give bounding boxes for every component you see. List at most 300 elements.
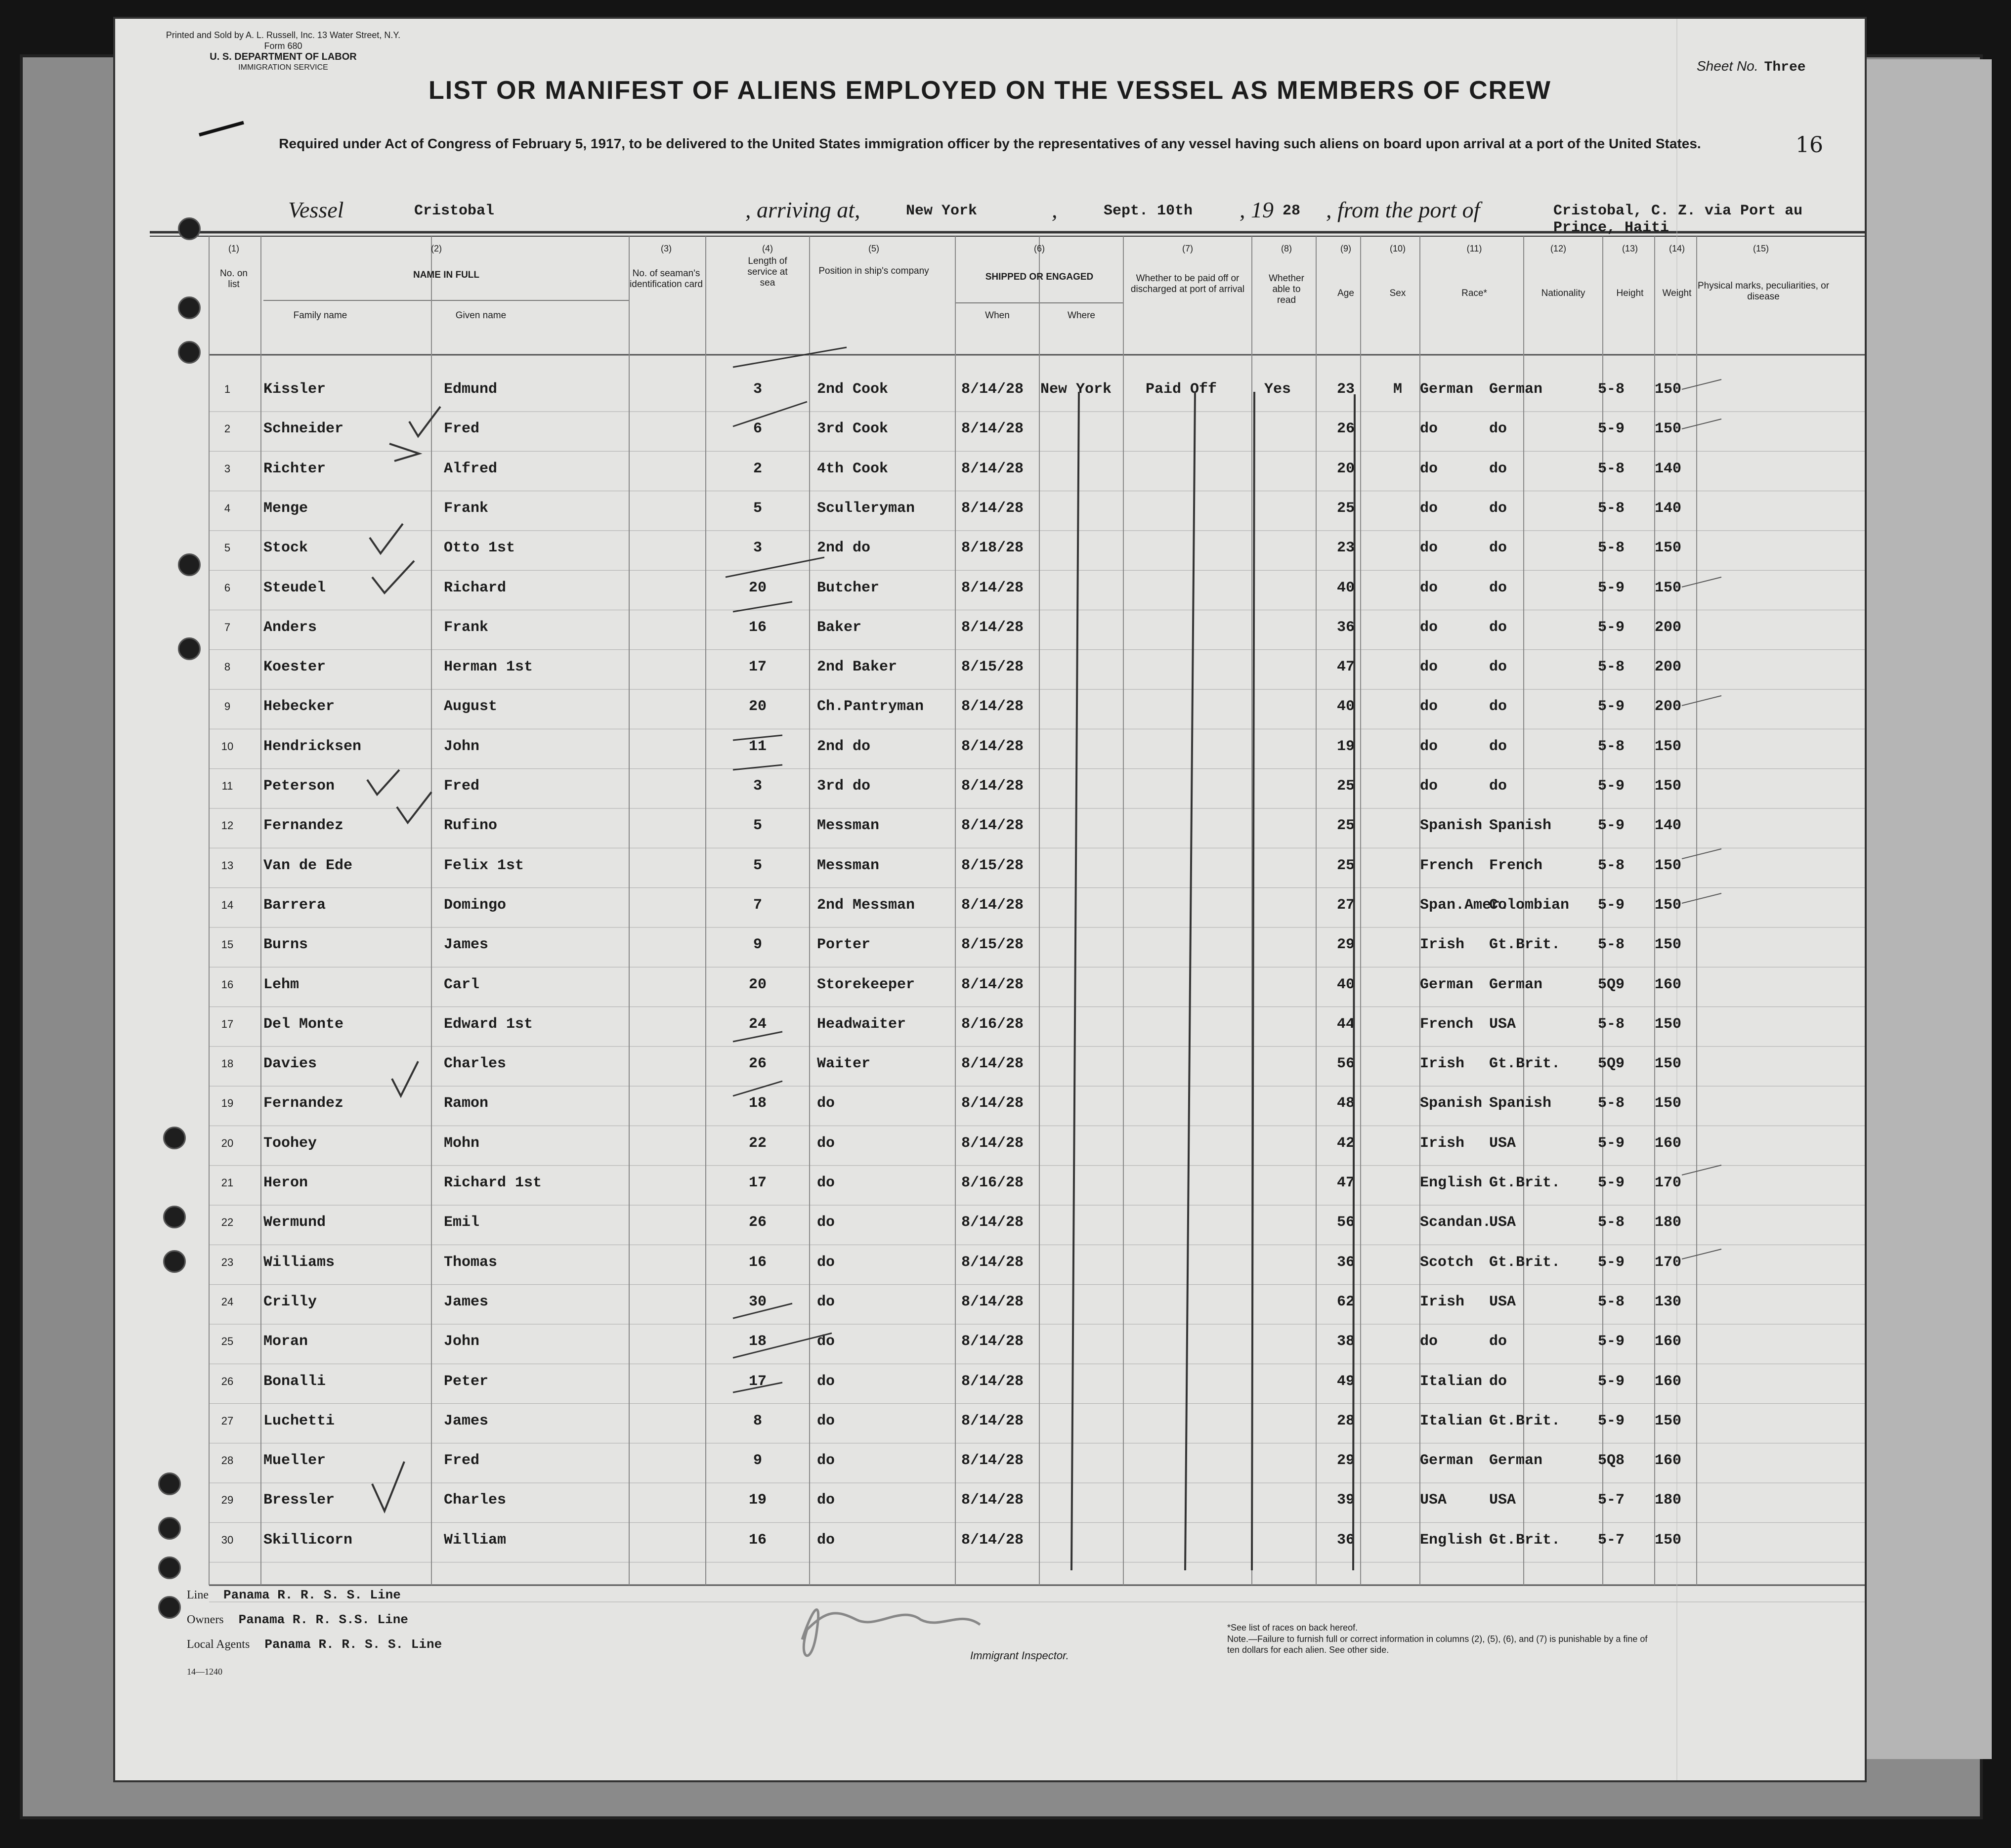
physical-mark-dashes (1682, 379, 1721, 1259)
cell-height: 5-9 (1598, 817, 1625, 835)
cell-weight: 150 (1655, 1412, 1682, 1429)
cell-weight: 150 (1655, 857, 1682, 874)
cell-position: do (817, 1175, 835, 1191)
agents-value: Panama R. R. S. S. Line (264, 1637, 442, 1652)
year-suffix: 28 (1283, 203, 1301, 219)
cell-race: Irish (1420, 1293, 1465, 1310)
col9-num: (9) (1340, 244, 1351, 253)
cell-age: 36 (1336, 1531, 1355, 1549)
row-number: 28 (221, 1454, 234, 1467)
cell-age: 40 (1336, 579, 1355, 596)
arriving-label: , arriving at, (745, 197, 860, 222)
cell-nationality: USA (1489, 1134, 1516, 1152)
cell-weight: 160 (1655, 1373, 1682, 1390)
row-number: 17 (221, 1017, 234, 1030)
cell-height: 5-9 (1598, 420, 1625, 438)
col1-num: (1) (228, 244, 239, 253)
cell-height: 5Q9 (1598, 1055, 1625, 1073)
row-number: 10 (221, 740, 234, 753)
col7-header: Whether to be paid off or discharged at port of arrival (1130, 273, 1245, 294)
sheet-number: Sheet No. Three (1697, 58, 1806, 75)
cell-given: Edward 1st (444, 1015, 533, 1033)
inspector-label: Immigrant Inspector. (970, 1649, 1069, 1662)
cell-position: do (817, 1452, 835, 1470)
cell-family: Fernandez (263, 1095, 344, 1112)
cell-weight: 150 (1655, 1531, 1682, 1549)
cell-position: 2nd Cook (817, 381, 889, 398)
cell-service: 9 (753, 936, 762, 954)
cell-service: 20 (748, 698, 767, 715)
cell-height: 5Q9 (1598, 976, 1625, 993)
arrival-date: Sept. 10th (1104, 203, 1193, 219)
row-number: 21 (221, 1176, 234, 1189)
row-number: 14 (221, 898, 234, 911)
cell-given: Richard (444, 579, 507, 596)
cell-weight: 150 (1655, 540, 1682, 557)
cell-weight: 180 (1655, 1492, 1682, 1509)
cell-sex: M (1393, 381, 1402, 398)
cell-when: 8/14/28 (961, 896, 1024, 914)
margin-stroke (199, 123, 244, 135)
manifest-title: LIST OR MANIFEST OF ALIENS EMPLOYED ON THE VESSEL AS MEMBERS OF CREW (428, 76, 1551, 105)
cell-race: Italian (1420, 1412, 1483, 1429)
cell-nationality: do (1489, 460, 1507, 477)
cell-service: 16 (748, 619, 767, 636)
cell-nationality: do (1489, 778, 1507, 795)
cell-age: 40 (1336, 698, 1355, 715)
vessel-info-line: Vessel Cristobal , arriving at, New York , Sept. 10th , 19 28 , from the port of Cristobal, C. Z. via Port au Prince, Haiti (288, 197, 1865, 226)
cell-age: 26 (1336, 420, 1355, 438)
row-number: 29 (221, 1494, 234, 1507)
cell-position: Baker (817, 619, 862, 636)
cell-age: 49 (1336, 1373, 1355, 1390)
cell-race: do (1420, 698, 1438, 715)
cell-given: Thomas (444, 1254, 498, 1271)
row-number: 8 (224, 661, 231, 673)
corner-number: 16 (1796, 132, 1823, 158)
cell-given: Emil (444, 1214, 480, 1231)
cell-given: Felix 1st (444, 857, 524, 874)
cell-height: 5-8 (1598, 1293, 1625, 1310)
cell-service: 3 (753, 381, 762, 398)
cell-family: Van de Ede (263, 857, 353, 874)
cell-weight: 170 (1655, 1254, 1682, 1271)
cell-height: 5-8 (1598, 936, 1625, 954)
cell-nationality: French (1489, 857, 1543, 874)
cell-nationality: USA (1489, 1015, 1516, 1033)
row-number: 22 (221, 1216, 234, 1229)
cell-when: 8/14/28 (961, 738, 1024, 755)
cell-height: 5-8 (1598, 738, 1625, 755)
footer-agents: Local Agents Panama R. R. S. S. Line (187, 1637, 442, 1652)
cell-service: 8 (753, 1412, 762, 1429)
cell-age: 25 (1336, 778, 1355, 795)
cell-family: Bonalli (263, 1373, 326, 1390)
cell-where: New York (1040, 381, 1112, 398)
col14-header: Weight (1662, 288, 1692, 298)
cell-position: 3rd Cook (817, 420, 889, 438)
row-number: 25 (221, 1335, 234, 1348)
cell-given: Ramon (444, 1095, 489, 1112)
cell-given: Rufino (444, 817, 498, 835)
cell-given: Otto 1st (444, 540, 515, 557)
footer-owners: Owners Panama R. R. S.S. Line (187, 1612, 408, 1627)
cell-service: 18 (748, 1333, 767, 1350)
cell-family: Heron (263, 1175, 308, 1191)
cell-when: 8/14/28 (961, 1095, 1024, 1112)
cell-service: 17 (748, 659, 767, 676)
cell-family: Fernandez (263, 817, 344, 835)
cell-height: 5-9 (1598, 778, 1625, 795)
cell-nationality: Spanish (1489, 817, 1552, 835)
cell-service: 5 (753, 817, 762, 835)
cell-given: Domingo (444, 896, 507, 914)
row-number: 2 (224, 422, 231, 435)
cell-weight: 140 (1655, 500, 1682, 517)
year-prefix: , 19 (1240, 197, 1274, 222)
cell-weight: 140 (1655, 460, 1682, 477)
cell-given: John (444, 738, 480, 755)
cell-nationality: German (1489, 381, 1543, 398)
manifest-subtitle: Required under Act of Congress of February 5, 1917, to be delivered to the United States immigration officer by the representatives of any vessel having such aliens on board upon arrival at a port of the United States. (279, 136, 1701, 151)
cell-when: 8/18/28 (961, 540, 1024, 557)
cell-race: do (1420, 738, 1438, 755)
cell-nationality: German (1489, 976, 1543, 993)
vessel-name: Cristobal (414, 203, 495, 219)
row-number: 7 (224, 621, 231, 633)
cell-race: USA (1420, 1492, 1447, 1509)
row-number: 18 (221, 1057, 234, 1070)
col6-where-header: Where (1068, 310, 1095, 321)
row-number: 12 (221, 819, 234, 832)
footer-line: Line Panama R. R. S. S. Line (187, 1588, 401, 1602)
punch-hole (158, 1517, 181, 1540)
row-number: 26 (221, 1375, 234, 1387)
cell-when: 8/14/28 (961, 1373, 1024, 1390)
check-mark (367, 770, 399, 795)
cell-weight: 160 (1655, 1134, 1682, 1152)
cell-nationality: Gt.Brit. (1489, 1254, 1561, 1271)
cell-weight: 150 (1655, 420, 1682, 438)
cell-given: Richard 1st (444, 1175, 542, 1191)
cell-when: 8/14/28 (961, 778, 1024, 795)
cell-weight: 140 (1655, 817, 1682, 835)
cell-nationality: German (1489, 1452, 1543, 1470)
cell-race: do (1420, 420, 1438, 438)
cell-height: 5-9 (1598, 619, 1625, 636)
form-code: 14—1240 (187, 1667, 222, 1677)
cell-age: 48 (1336, 1095, 1355, 1112)
cell-nationality: do (1489, 698, 1507, 715)
background-sheet-edge (1863, 59, 1992, 1759)
row-number: 9 (224, 700, 231, 713)
cell-height: 5-8 (1598, 500, 1625, 517)
row-number: 23 (221, 1256, 234, 1268)
cell-race: German (1420, 976, 1474, 993)
cell-service: 22 (748, 1134, 767, 1152)
cell-age: 20 (1336, 460, 1355, 477)
cell-position: Messman (817, 857, 880, 874)
cell-family: Burns (263, 936, 308, 954)
col3-num: (3) (661, 244, 672, 253)
cell-age: 39 (1336, 1492, 1355, 1509)
cell-family: Hendricksen (263, 738, 362, 755)
row-number: 3 (224, 462, 231, 475)
cell-race: Irish (1420, 936, 1465, 954)
cell-race: Scotch (1420, 1254, 1474, 1271)
cell-family: Davies (263, 1055, 317, 1073)
cell-race: do (1420, 1333, 1438, 1350)
cell-race: Scandan. (1420, 1214, 1492, 1231)
cell-nationality: USA (1489, 1293, 1516, 1310)
row-number: 27 (221, 1414, 234, 1427)
cell-age: 29 (1336, 1452, 1355, 1470)
cell-race: do (1420, 778, 1438, 795)
row-number: 13 (221, 859, 234, 872)
cell-given: Carl (444, 976, 480, 993)
col13-num: (13) (1622, 244, 1638, 253)
cell-given: Frank (444, 619, 489, 636)
cell-position: 2nd Messman (817, 896, 915, 914)
cell-family: Hebecker (263, 698, 335, 715)
cell-service: 16 (748, 1531, 767, 1549)
cell-height: 5Q8 (1598, 1452, 1625, 1470)
cell-position: do (817, 1214, 835, 1231)
cell-family: Lehm (263, 976, 300, 993)
cell-family: Anders (263, 619, 317, 636)
cell-given: Fred (444, 420, 480, 438)
cell-when: 8/14/28 (961, 817, 1024, 835)
col9-header: Age (1337, 288, 1354, 298)
cell-nationality: do (1489, 738, 1507, 755)
cell-position: Porter (817, 936, 871, 954)
cell-service: 16 (748, 1254, 767, 1271)
manifest-sheet (115, 19, 1865, 1780)
cell-when: 8/14/28 (961, 460, 1024, 477)
cell-nationality: do (1489, 420, 1507, 438)
col14-num: (14) (1669, 244, 1685, 253)
cell-race: French (1420, 1015, 1474, 1033)
arriving-port: New York (906, 203, 978, 219)
row-number: 4 (224, 502, 231, 514)
row-number: 15 (221, 938, 234, 951)
cell-given: Charles (444, 1055, 507, 1073)
cell-family: Bressler (263, 1492, 335, 1509)
cell-given: John (444, 1333, 480, 1350)
punch-hole (178, 637, 201, 660)
col2-family-header: Family name (293, 310, 347, 321)
check-mark (397, 792, 431, 823)
cell-service: 18 (748, 1095, 767, 1112)
punch-hole (178, 217, 201, 240)
cell-service: 3 (753, 778, 762, 795)
cell-position: 2nd Baker (817, 659, 898, 676)
cell-when: 8/16/28 (961, 1015, 1024, 1033)
cell-given: Peter (444, 1373, 489, 1390)
cell-nationality: Gt.Brit. (1489, 1412, 1561, 1429)
cell-when: 8/14/28 (961, 1412, 1024, 1429)
cell-height: 5-8 (1598, 381, 1625, 398)
col6-num: (6) (1034, 244, 1045, 253)
cell-height: 5-8 (1598, 540, 1625, 557)
cell-when: 8/14/28 (961, 579, 1024, 596)
cell-family: Stock (263, 540, 308, 557)
cell-family: Schneider (263, 420, 344, 438)
col6-when-header: When (985, 310, 1010, 321)
row-number: 30 (221, 1533, 234, 1546)
cell-race: German (1420, 1452, 1474, 1470)
cell-service: 19 (748, 1492, 767, 1509)
cell-height: 5-9 (1598, 1134, 1625, 1152)
cell-service: 24 (748, 1015, 767, 1033)
cell-when: 8/14/28 (961, 500, 1024, 517)
cell-service: 6 (753, 420, 762, 438)
owners-value: Panama R. R. S.S. Line (238, 1612, 408, 1627)
punch-hole (158, 1596, 181, 1619)
cell-position: do (817, 1134, 835, 1152)
cell-when: 8/16/28 (961, 1175, 1024, 1191)
cell-height: 5-8 (1598, 659, 1625, 676)
cell-weight: 150 (1655, 738, 1682, 755)
cell-service: 17 (748, 1175, 767, 1191)
cell-race: French (1420, 857, 1474, 874)
cell-given: August (444, 698, 498, 715)
cell-given: James (444, 936, 489, 954)
cell-race: do (1420, 619, 1438, 636)
cell-age: 25 (1336, 817, 1355, 835)
cross-mark (389, 444, 419, 461)
cell-weight: 160 (1655, 976, 1682, 993)
ditto-lines (1071, 392, 1355, 1570)
cell-race: Spanish (1420, 817, 1483, 835)
col12-header: Nationality (1541, 288, 1585, 298)
cell-service: 26 (748, 1055, 767, 1073)
line-value: Panama R. R. S. S. Line (223, 1588, 401, 1602)
cell-position: do (817, 1333, 835, 1350)
punch-hole (178, 553, 201, 576)
cell-height: 5-8 (1598, 1095, 1625, 1112)
cell-position: do (817, 1095, 835, 1112)
col11-num: (11) (1466, 244, 1482, 253)
cell-weight: 160 (1655, 1333, 1682, 1350)
cell-position: Headwaiter (817, 1015, 906, 1033)
cell-race: German (1420, 381, 1474, 398)
cell-weight: 150 (1655, 1055, 1682, 1073)
cell-position: Storekeeper (817, 976, 915, 993)
cell-age: 29 (1336, 936, 1355, 954)
cell-height: 5-9 (1598, 1175, 1625, 1191)
cell-family: Skillicorn (263, 1531, 353, 1549)
cell-age: 28 (1336, 1412, 1355, 1429)
cell-height: 5-9 (1598, 1412, 1625, 1429)
cell-service: 2 (753, 460, 762, 477)
cell-given: James (444, 1293, 489, 1310)
vessel-label: Vessel (288, 197, 344, 222)
cell-age: 44 (1336, 1015, 1355, 1033)
cell-when: 8/14/28 (961, 1254, 1024, 1271)
cell-position: do (817, 1531, 835, 1549)
cell-height: 5-9 (1598, 896, 1625, 914)
cell-weight: 160 (1655, 1452, 1682, 1470)
cell-when: 8/15/28 (961, 857, 1024, 874)
cell-family: Mueller (263, 1452, 326, 1470)
check-mark (409, 407, 440, 436)
col7-num: (7) (1182, 244, 1193, 253)
col2-given-header: Given name (455, 310, 507, 321)
cell-race: do (1420, 659, 1438, 676)
cell-race: do (1420, 579, 1438, 596)
col15-num: (15) (1753, 244, 1769, 253)
col15-header: Physical marks, peculiarities, or disease (1697, 281, 1830, 302)
cell-age: 23 (1336, 381, 1355, 398)
cell-weight: 150 (1655, 778, 1682, 795)
punch-hole (158, 1472, 181, 1495)
cell-when: 8/14/28 (961, 1531, 1024, 1549)
col13-header: Height (1616, 288, 1644, 298)
cell-position: do (817, 1412, 835, 1429)
col4-header: Length of service at sea (747, 256, 788, 288)
cell-when: 8/14/28 (961, 1214, 1024, 1231)
cell-family: Crilly (263, 1293, 317, 1310)
row-number: 5 (224, 542, 231, 554)
cell-service: 7 (753, 896, 762, 914)
col11-header: Race* (1461, 288, 1487, 298)
cell-height: 5-9 (1598, 1373, 1625, 1390)
cell-given: Fred (444, 778, 480, 795)
cell-when: 8/14/28 (961, 1055, 1024, 1073)
cell-position: do (817, 1254, 835, 1271)
cell-family: Moran (263, 1333, 308, 1350)
cell-when: 8/14/28 (961, 698, 1024, 715)
check-marks (367, 407, 440, 1511)
cell-nationality: do (1489, 579, 1507, 596)
cell-height: 5-7 (1598, 1492, 1625, 1509)
cell-service: 5 (753, 500, 762, 517)
cell-position: Sculleryman (817, 500, 915, 517)
cell-race: Span.Amer. (1420, 896, 1509, 914)
cell-race: Irish (1420, 1134, 1465, 1152)
cell-age: 36 (1336, 1254, 1355, 1271)
col3-header: No. of seaman's identification card (630, 268, 703, 290)
penalty-note: Note.—Failure to furnish full or correct information in columns (2), (5), (6), and (7) is punishable by a fine of ten dollars for each alien. See other side. (1227, 1634, 1648, 1655)
cell-position: do (817, 1373, 835, 1390)
col1-header: No. on list (220, 268, 248, 290)
cell-position: Ch.Pantryman (817, 698, 924, 715)
cell-nationality: USA (1489, 1214, 1516, 1231)
col5-header: Position in ship's company (818, 266, 929, 276)
cell-weight: 150 (1655, 579, 1682, 596)
col12-num: (12) (1550, 244, 1566, 253)
cell-race: Spanish (1420, 1095, 1483, 1112)
cell-position: Messman (817, 817, 880, 835)
cell-service: 3 (753, 540, 762, 557)
cell-age: 25 (1336, 500, 1355, 517)
cell-family: Williams (263, 1254, 335, 1271)
cell-when: 8/14/28 (961, 1134, 1024, 1152)
cell-given: Mohn (444, 1134, 480, 1152)
cell-family: Wermund (263, 1214, 326, 1231)
cell-race: do (1420, 540, 1438, 557)
cell-given: Charles (444, 1492, 507, 1509)
cell-nationality: Gt.Brit. (1489, 1055, 1561, 1073)
cell-position: Butcher (817, 579, 880, 596)
cell-service: 11 (748, 738, 767, 755)
cell-age: 47 (1336, 659, 1355, 676)
from-label: , from the port of (1326, 197, 1480, 222)
cell-nationality: USA (1489, 1492, 1516, 1509)
cell-when: 8/14/28 (961, 1293, 1024, 1310)
cell-when: 8/14/28 (961, 1452, 1024, 1470)
